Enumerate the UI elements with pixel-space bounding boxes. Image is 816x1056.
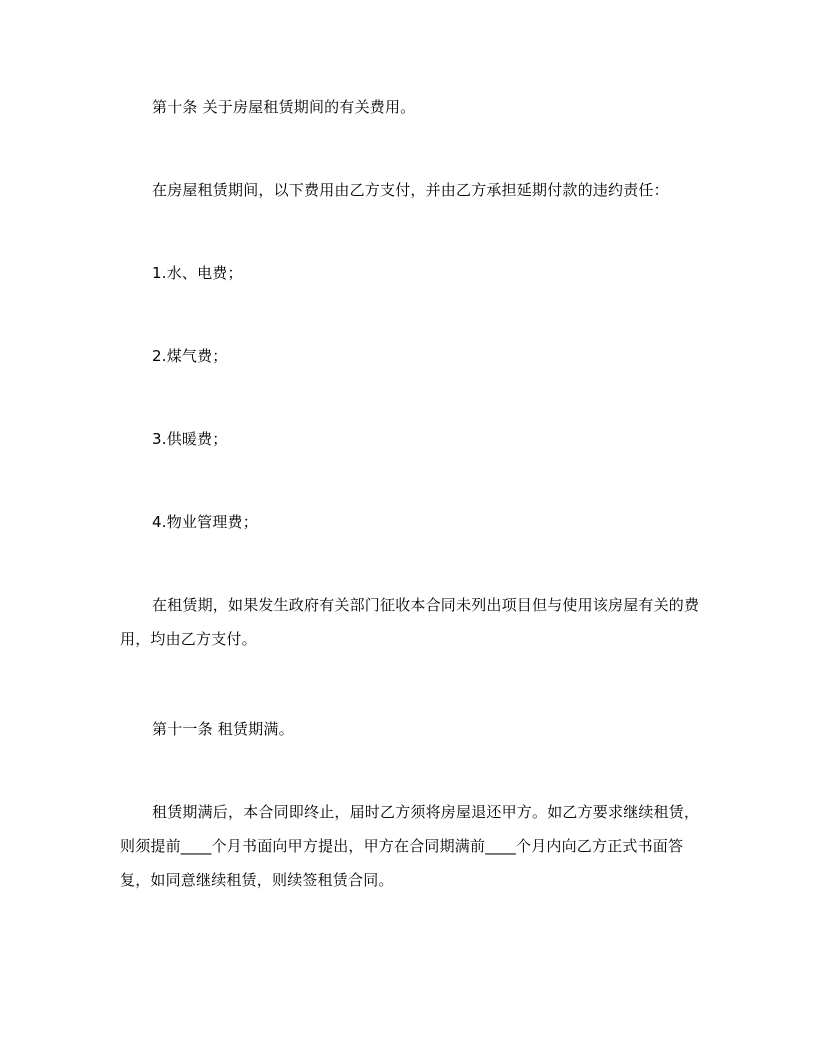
fee-item-water-electricity: 1.水、电费； xyxy=(152,264,243,282)
article-10-heading: 第十条 关于房屋租赁期间的有关费用。 xyxy=(152,98,416,116)
article-11-body: 租赁期满后，本合同即终止，届时乙方须将房屋退还甲方。如乙方要求继续租赁，则须提前____个月书面向甲方提出，甲方在合同期满前____个月内向乙方正式书面答复，如同意继续租赁，则续签租赁合同。 xyxy=(120,803,700,889)
article-11-heading: 第十一条 租赁期满。 xyxy=(152,720,294,738)
article-10-intro: 在房屋租赁期间，以下费用由乙方支付，并由乙方承担延期付款的违约责任： xyxy=(152,181,669,199)
fee-item-heating: 3.供暖费； xyxy=(152,430,228,448)
article-10-extra-fees: 在租赁期，如果发生政府有关部门征收本合同未列出项目但与使用该房屋有关的费用，均由乙方支付。 xyxy=(120,596,700,648)
fee-item-property-management: 4.物业管理费； xyxy=(152,513,258,531)
fee-item-gas: 2.煤气费； xyxy=(152,347,228,365)
